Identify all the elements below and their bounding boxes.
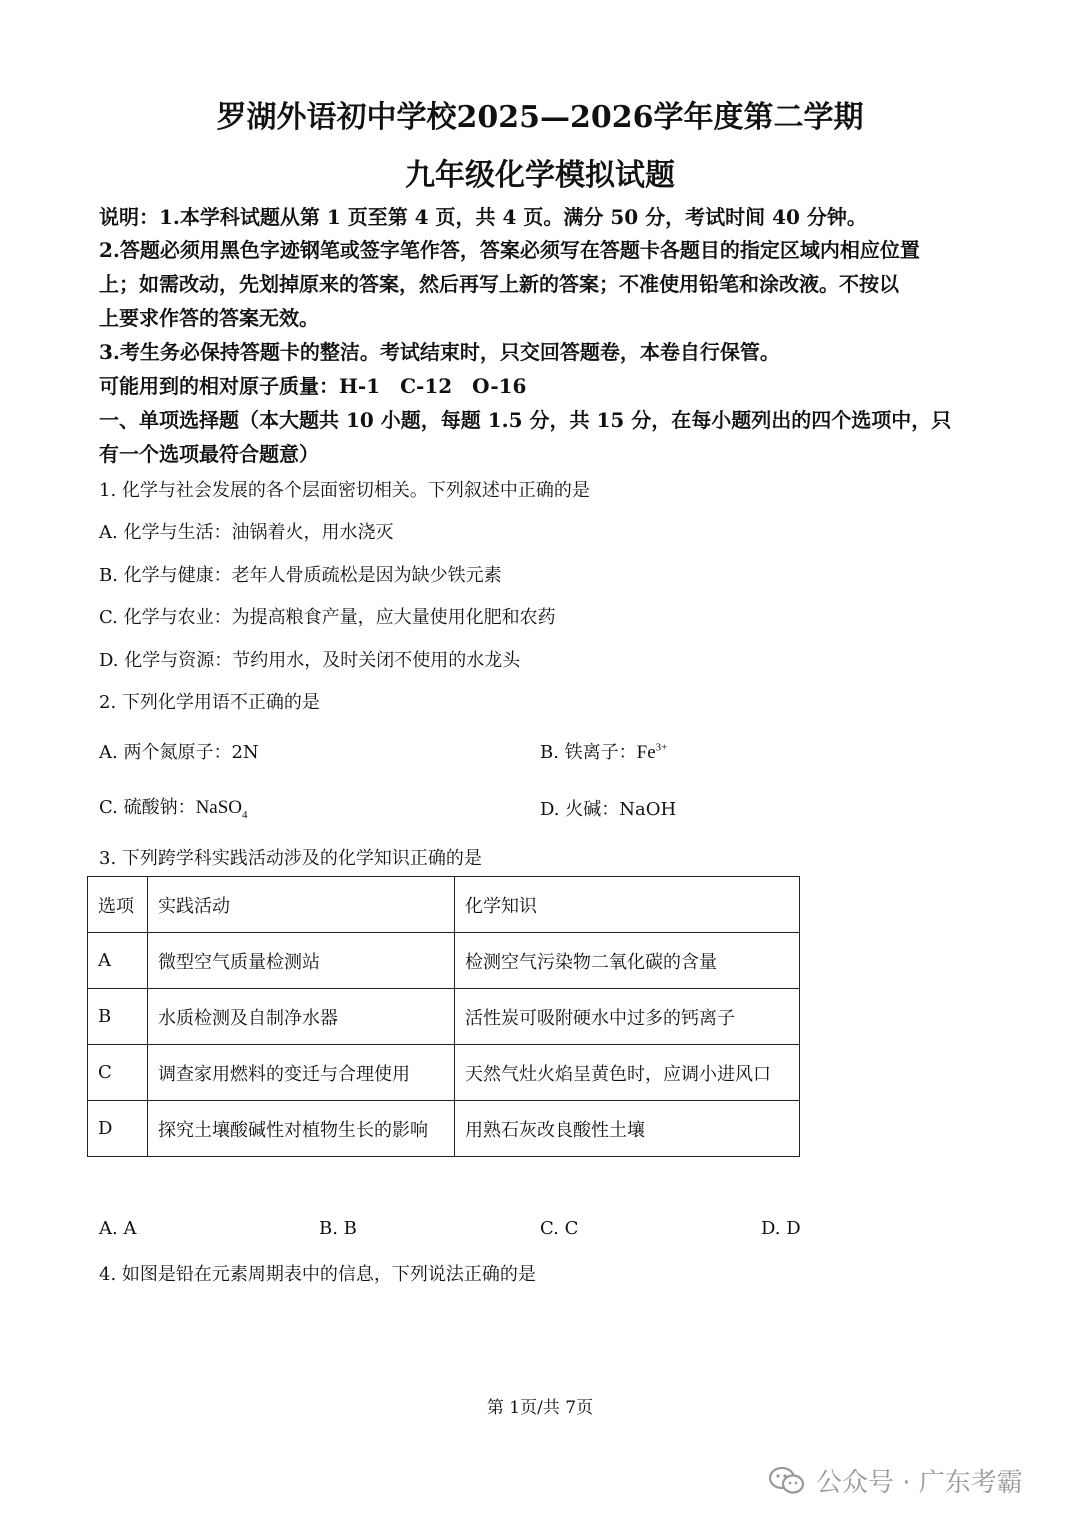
- formula-subscript: 4: [242, 808, 248, 821]
- page-subtitle: 九年级化学模拟试题: [405, 158, 675, 193]
- option-c: [99, 793, 248, 821]
- formula-superscript: 3+: [655, 741, 668, 754]
- instruction-line: 上要求作答的答案无效。: [99, 306, 319, 330]
- instruction-line: 2.答题必须用黑色字迹钢笔或签字笔作答，答案必须写在答题卡各题目的指定区域内相应位置: [99, 238, 920, 262]
- wechat-icon: [768, 1466, 806, 1496]
- table-row: [88, 1101, 800, 1157]
- table-cell: 活性炭可吸附硬水中过多的钙离子: [455, 989, 800, 1045]
- table-cell: 检测空气污染物二氧化碳的含量: [455, 933, 800, 989]
- instruction-line: 上；如需改动，先划掉原来的答案，然后再写上新的答案；不准使用铅笔和涂改液。不按以: [99, 272, 899, 296]
- table-header-row: [88, 877, 800, 933]
- page-title: 罗湖外语初中学校2025—2026学年度第二学期: [216, 100, 864, 135]
- formula-text: Fe: [636, 742, 656, 763]
- table-header-cell: 选项: [88, 877, 148, 933]
- table-cell: 调查家用燃料的变迁与合理使用: [148, 1045, 455, 1101]
- question-stem: 2. 下列化学用语不正确的是: [99, 692, 320, 713]
- table-cell: 天然气灶火焰呈黄色时，应调小进风口: [455, 1045, 800, 1101]
- question-stem: 3. 下列跨学科实践活动涉及的化学知识正确的是: [99, 848, 482, 869]
- table-row: [88, 1045, 800, 1101]
- option-b: [540, 738, 667, 764]
- table-cell: 水质检测及自制净水器: [148, 989, 455, 1045]
- formula-text: NaSO: [195, 797, 243, 818]
- table-cell: B: [88, 989, 148, 1045]
- watermark: [768, 1462, 1023, 1499]
- atomic-mass-note: 可能用到的相对原子质量：H-1 C-12 O-16: [99, 374, 527, 398]
- question-stem: 1. 化学与社会发展的各个层面密切相关。下列叙述中正确的是: [99, 480, 590, 501]
- page-number: 第 1页/共 7页: [486, 1398, 594, 1418]
- table-cell: D: [88, 1101, 148, 1157]
- option-b: B. B: [319, 1218, 357, 1239]
- instruction-line: 说明：1.本学科试题从第 1 页至第 4 页，共 4 页。满分 50 分，考试时间 40 分钟。: [99, 205, 867, 229]
- option-d: D. D: [761, 1218, 801, 1239]
- instruction-line: 3.考生务必保持答题卡的整洁。考试结束时，只交回答题卷，本卷自行保管。: [99, 340, 780, 364]
- formula: [195, 797, 248, 821]
- option-d: D. 化学与资源：节约用水，及时关闭不使用的水龙头: [99, 650, 521, 671]
- table-row: [88, 933, 800, 989]
- option-b: B. 化学与健康：老年人骨质疏松是因为缺少铁元素: [99, 565, 502, 586]
- option-c: C. C: [540, 1218, 579, 1239]
- option-b-label: B. 铁离子：: [540, 742, 637, 763]
- question-stem: 4. 如图是铅在元素周期表中的信息，下列说法正确的是: [99, 1264, 536, 1285]
- option-a: A. 两个氮原子：2N: [99, 742, 259, 763]
- watermark-text: 公众号 · 广东考霸: [816, 1468, 1023, 1498]
- table-cell: 微型空气质量检测站: [148, 933, 455, 989]
- option-c: C. 化学与农业：为提高粮食产量，应大量使用化肥和农药: [99, 607, 556, 628]
- table-header-cell: 实践活动: [148, 877, 455, 933]
- formula: [637, 742, 668, 763]
- section-heading: 有一个选项最符合题意）: [99, 442, 319, 466]
- option-a: A. A: [99, 1218, 137, 1239]
- table-header-cell: 化学知识: [455, 877, 800, 933]
- table-cell: 探究土壤酸碱性对植物生长的影响: [148, 1101, 455, 1157]
- section-heading: 一、单项选择题（本大题共 10 小题，每题 1.5 分，共 15 分，在每小题列出的四个选项中，只: [99, 408, 952, 432]
- table-cell: C: [88, 1045, 148, 1101]
- table-cell: A: [88, 933, 148, 989]
- option-a: A. 化学与生活：油锅着火，用水浇灭: [99, 522, 394, 543]
- option-c-label: C. 硫酸钠：: [99, 797, 196, 818]
- option-d: D. 火碱：NaOH: [540, 799, 677, 820]
- answer-table: [87, 876, 800, 1157]
- table-row: [88, 989, 800, 1045]
- table-cell: 用熟石灰改良酸性土壤: [455, 1101, 800, 1157]
